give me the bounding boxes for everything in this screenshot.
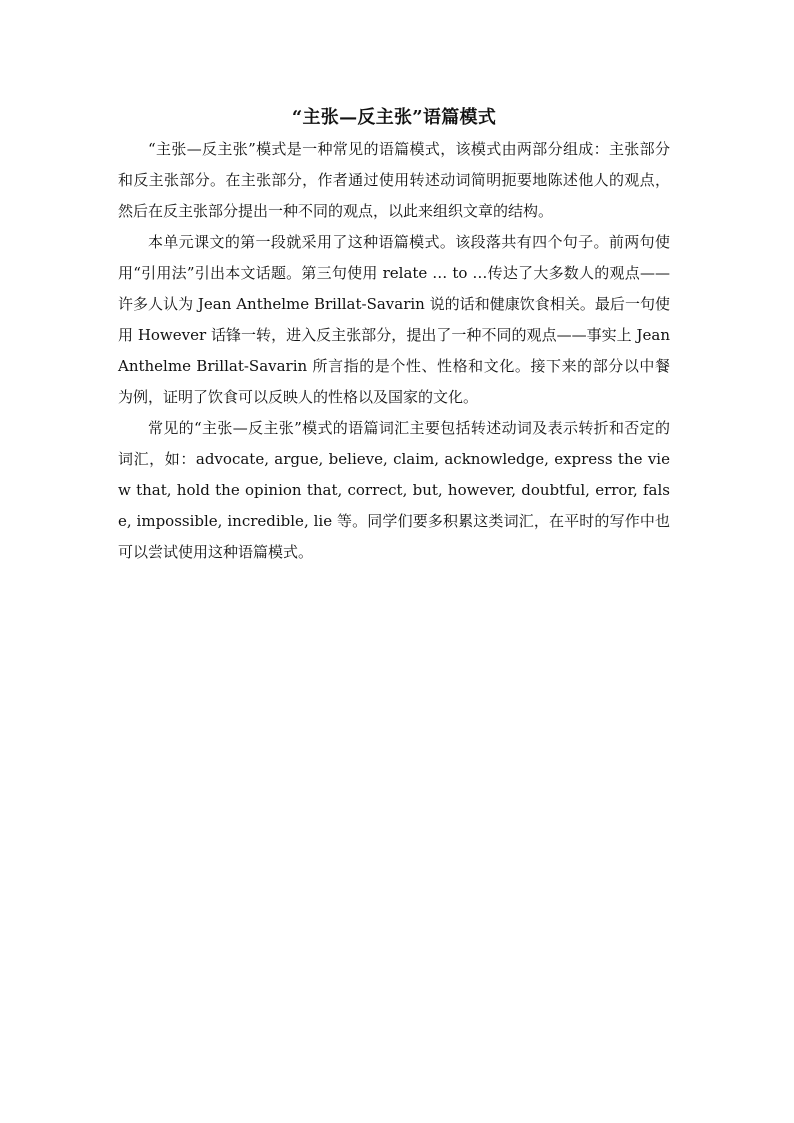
- document-title: “主张—反主张”语篇模式: [291, 107, 497, 128]
- paragraph-3: 常见的“主张—反主张”模式的语篇词汇主要包括转述动词及表示转折和否定的词汇，如：advocate, argue, believe, claim, acknowledge, express the view that, hold the opinion that, correct, but, however, doubtful, error, false, impossible, incredible, lie 等。同学们要多积累这类词汇，在平时的写作中也可以尝试使用这种语篇模式。: [118, 419, 670, 561]
- document-body: [118, 104, 670, 568]
- paragraph-1: “主张—反主张”模式是一种常见的语篇模式，该模式由两部分组成：主张部分和反主张部分。在主张部分，作者通过使用转述动词简明扼要地陈述他人的观点，然后在反主张部分提出一种不同的观点，以此来组织文章的结构。: [118, 140, 670, 220]
- paragraph-2: 本单元课文的第一段就采用了这种语篇模式。该段落共有四个句子。前两句使用“引用法”引出本文话题。第三句使用 relate … to …传达了大多数人的观点——许多人认为 Jean Anthelme Brillat-Savarin 说的话和健康饮食相关。最后一句使用 However 话锋一转，进入反主张部分，提出了一种不同的观点——事实上 Jean Anthelme Brillat-Savarin 所言指的是个性、性格和文化。接下来的部分以中餐为例，证明了饮食可以反映人的性格以及国家的文化。: [118, 233, 670, 406]
